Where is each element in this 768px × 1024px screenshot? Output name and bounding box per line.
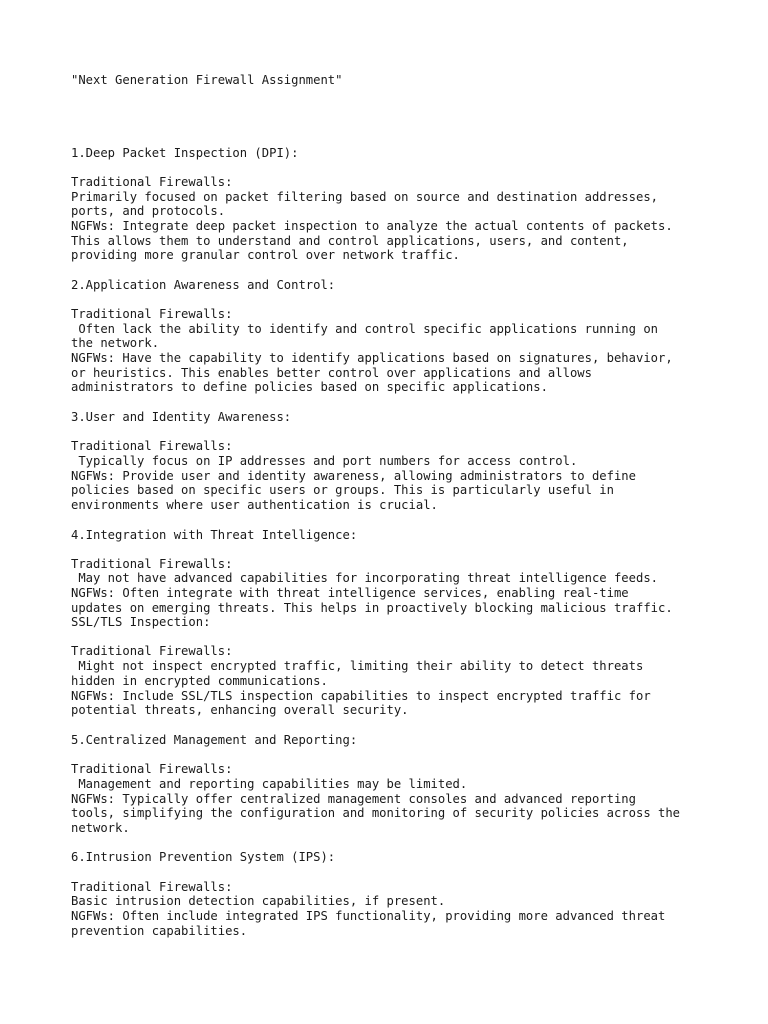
ngfw-text-line: NGFWs: Often integrate with threat intelligence services, enabling real-time [71, 586, 629, 600]
ngfw-text-line: NGFWs: Include SSL/TLS inspection capabilities to inspect encrypted traffic for [71, 689, 651, 703]
traditional-text-line: Management and reporting capabilities may be limited. [71, 777, 468, 791]
traditional-label: Traditional Firewalls: [71, 439, 233, 453]
traditional-label: Traditional Firewalls: [71, 307, 233, 321]
traditional-text-line: Often lack the ability to identify and control specific applications running on [71, 322, 658, 336]
ngfw-text-line: NGFWs: Typically offer centralized management consoles and advanced reporting [71, 792, 636, 806]
section-heading: 6.Intrusion Prevention System (IPS): [71, 850, 336, 864]
ngfw-text-line: or heuristics. This enables better control over applications and allows [71, 366, 592, 380]
section-heading: 5.Centralized Management and Reporting: [71, 733, 358, 747]
section-heading: 1.Deep Packet Inspection (DPI): [71, 146, 299, 160]
traditional-label: Traditional Firewalls: [71, 880, 233, 894]
traditional-text-line: Primarily focused on packet filtering based on source and destination addresses, [71, 190, 658, 204]
ngfw-text-line: providing more granular control over network traffic. [71, 248, 460, 262]
ngfw-text-line: This allows them to understand and control applications, users, and content, [71, 234, 629, 248]
traditional-text-line: Might not inspect encrypted traffic, limiting their ability to detect threats [71, 659, 644, 673]
ngfw-text-line: network. [71, 821, 130, 835]
ngfw-text-line: potential threats, enhancing overall security. [71, 703, 409, 717]
ngfw-text-line: updates on emerging threats. This helps in proactively blocking malicious traffic. [71, 601, 673, 615]
section-heading: 3.User and Identity Awareness: [71, 410, 292, 424]
document-title: "Next Generation Firewall Assignment" [71, 73, 343, 87]
traditional-text-line: Basic intrusion detection capabilities, if present. [71, 894, 446, 908]
ngfw-text-line: NGFWs: Integrate deep packet inspection to analyze the actual contents of packets. [71, 219, 673, 233]
traditional-label: Traditional Firewalls: [71, 762, 233, 776]
traditional-label: Traditional Firewalls: [71, 175, 233, 189]
section-heading: 4.Integration with Threat Intelligence: [71, 528, 358, 542]
traditional-text-line: the network. [71, 336, 160, 350]
ngfw-text-line: NGFWs: Often include integrated IPS functionality, providing more advanced threat [71, 909, 666, 923]
ngfw-text-line: tools, simplifying the configuration and monitoring of security policies across the [71, 806, 681, 820]
traditional-label: Traditional Firewalls: [71, 644, 233, 658]
traditional-text-line: May not have advanced capabilities for incorporating threat intelligence feeds. [71, 571, 658, 585]
ngfw-text-line: NGFWs: Have the capability to identify applications based on signatures, behavior, [71, 351, 673, 365]
ngfw-text-line: environments where user authentication is crucial. [71, 498, 438, 512]
ngfw-text-line: policies based on specific users or groups. This is particularly useful in [71, 483, 614, 497]
traditional-label: Traditional Firewalls: [71, 557, 233, 571]
ngfw-text-line: SSL/TLS Inspection: [71, 615, 211, 629]
ngfw-text-line: administrators to define policies based on specific applications. [71, 380, 548, 394]
ngfw-text-line: prevention capabilities. [71, 924, 248, 938]
section-heading: 2.Application Awareness and Control: [71, 278, 336, 292]
ngfw-text-line: NGFWs: Provide user and identity awareness, allowing administrators to define [71, 469, 636, 483]
traditional-text-line: Typically focus on IP addresses and port numbers for access control. [71, 454, 578, 468]
traditional-text-line: hidden in encrypted communications. [71, 674, 328, 688]
traditional-text-line: ports, and protocols. [71, 204, 226, 218]
